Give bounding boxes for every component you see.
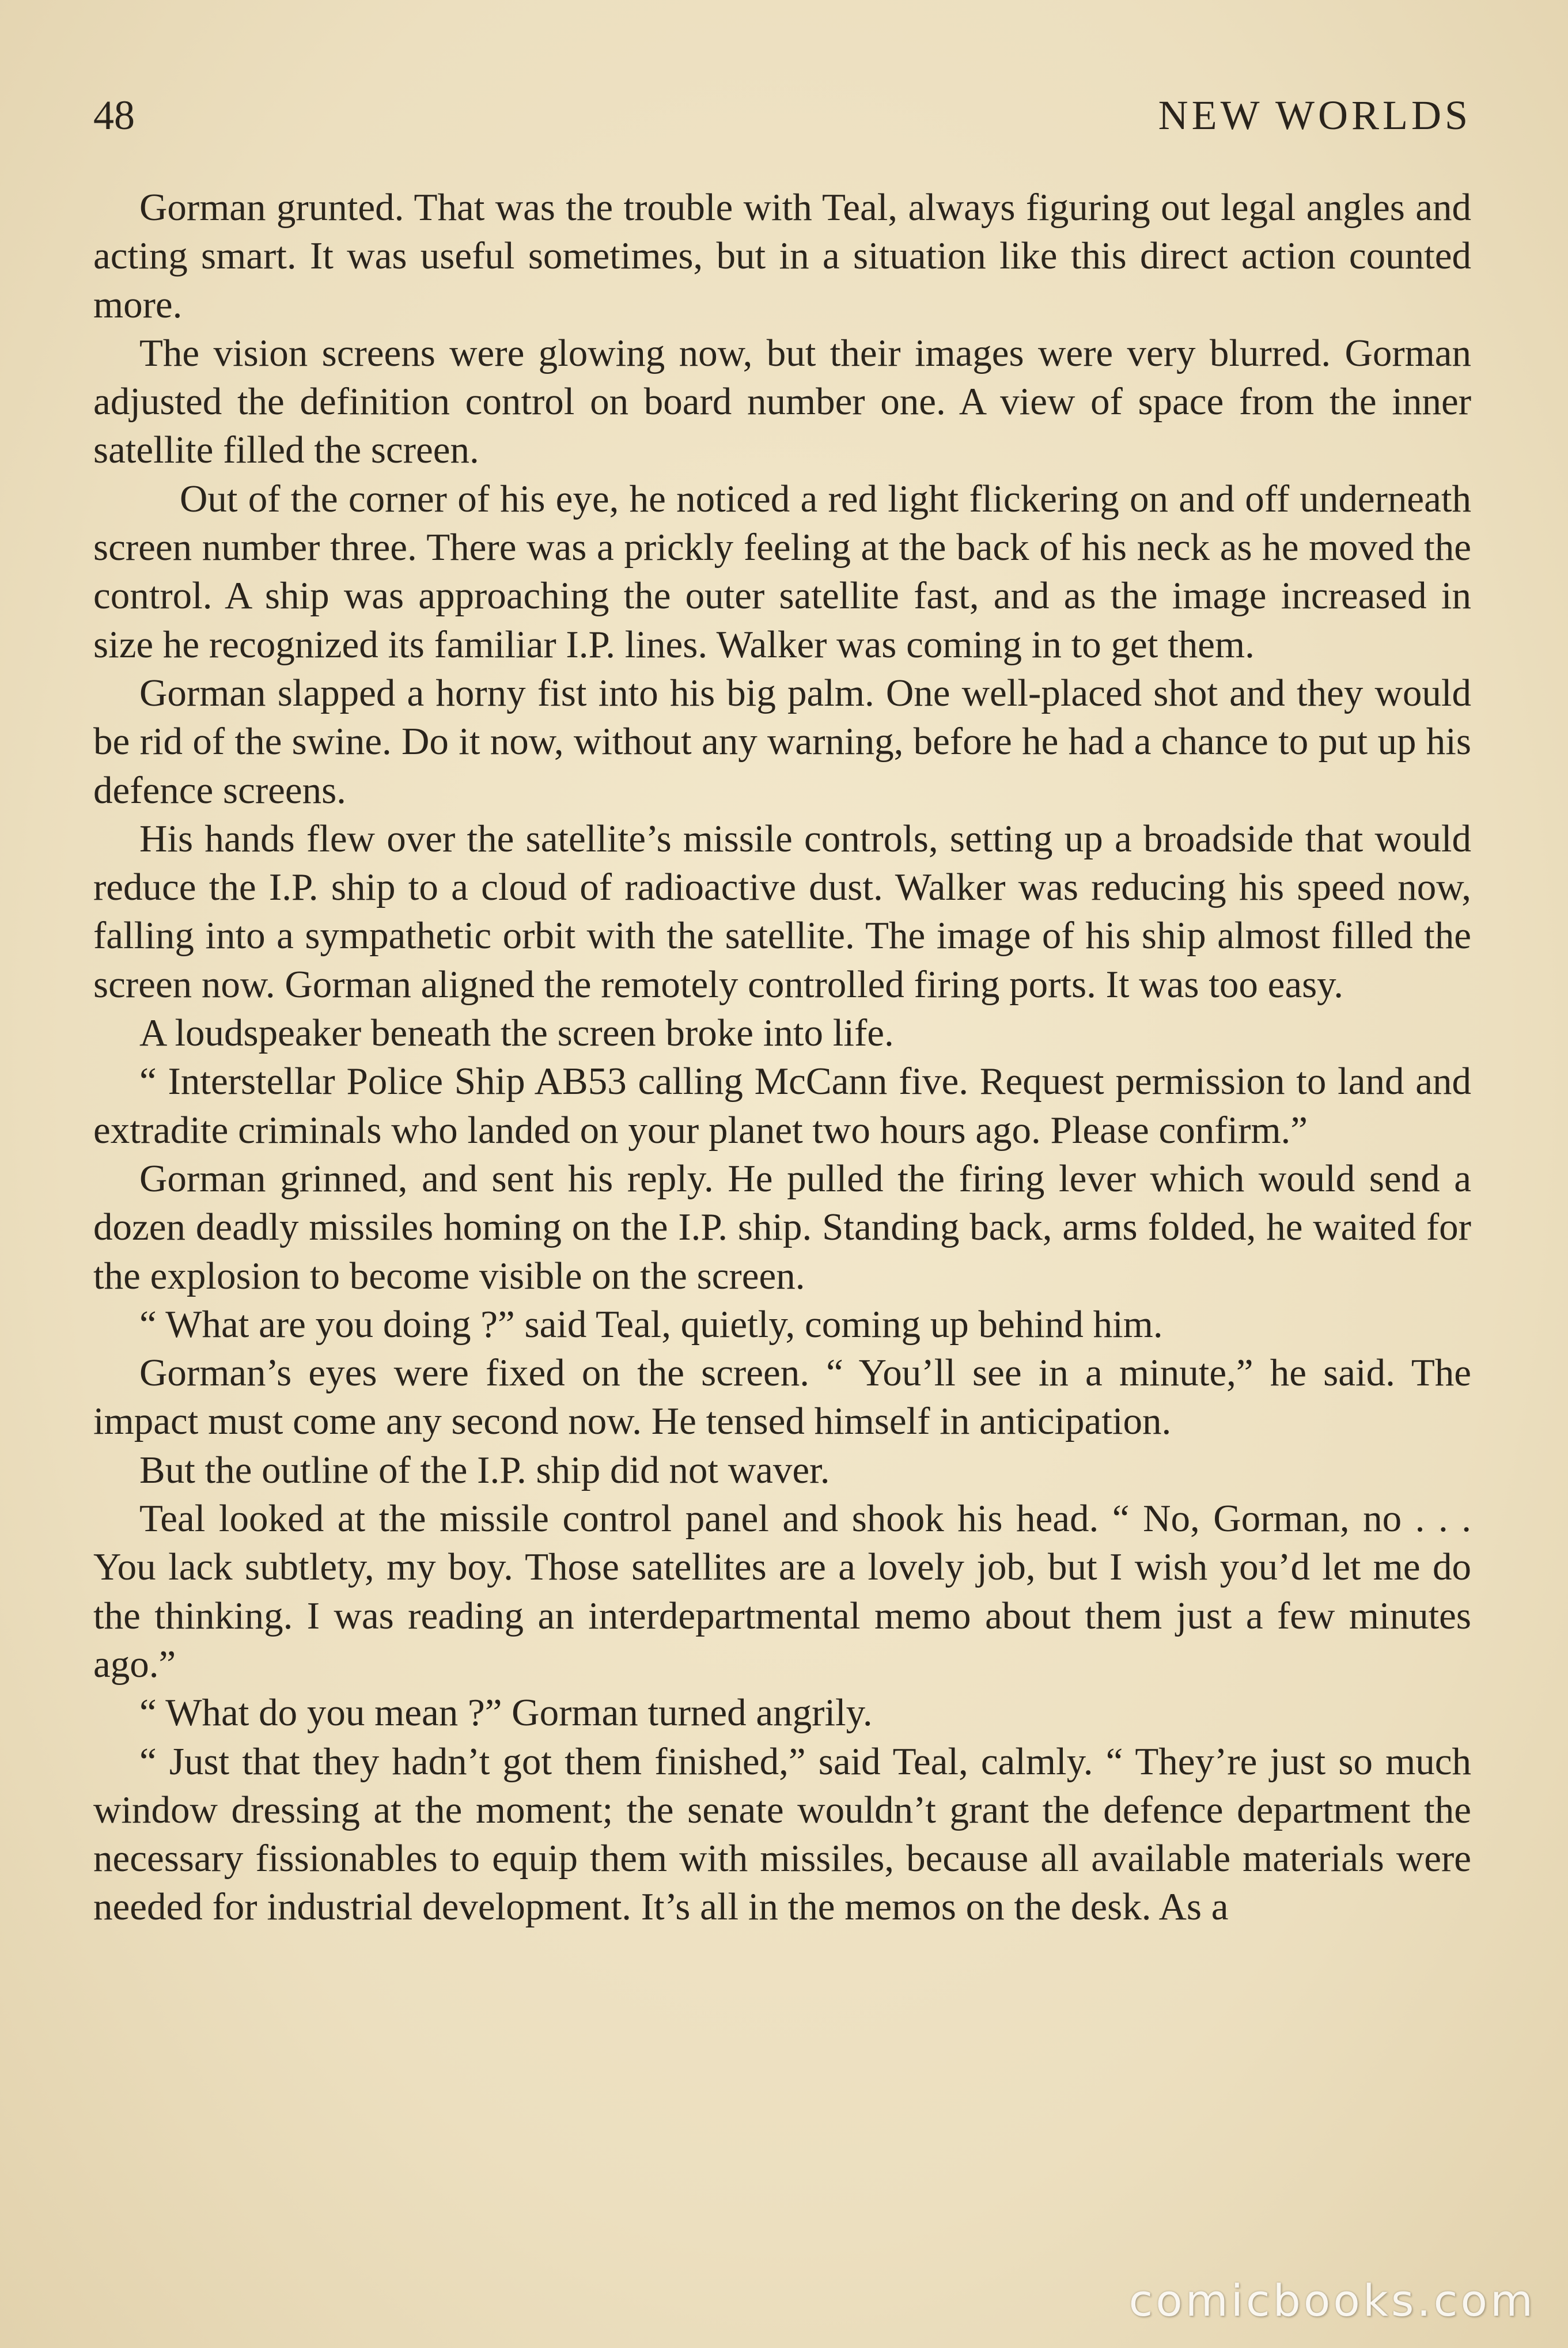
paragraph: A loudspeaker beneath the screen broke into life. <box>139 1012 894 1055</box>
paragraph: “ Just that they hadn’t got them finished,” said Teal, calmly. “ They’re just so much window dressing at the moment; the senate wouldn’t grant the defence department the necessary fissionables to equip them with missiles, because all available materials were needed for industrial development. It’s all in the memos on the desk. As a <box>93 1740 1471 1929</box>
paragraph: But the outline of the I.P. ship did not waver. <box>139 1448 830 1491</box>
paragraph: His hands flew over the satellite’s missile controls, setting up a broadside that would reduce the I.P. ship to a cloud of radioactive dust. Walker was reducing his speed now, falling into a sympathetic orbit with the satellite. The image of his ship almost filled the screen now. Gorman aligned the remotely controlled firing ports. It was too easy. <box>93 817 1471 1006</box>
paragraph: Gorman grinned, and sent his reply. He pulled the firing lever which would send a dozen deadly missiles homing on the I.P. ship. Standing back, arms folded, he waited for the explosion to become visible on the screen. <box>93 1157 1471 1297</box>
paragraph: “ What are you doing ?” said Teal, quietly, coming up behind him. <box>139 1302 1163 1346</box>
paragraph: “ What do you mean ?” Gorman turned angrily. <box>139 1691 873 1735</box>
running-head: NEW WORLDS <box>1158 92 1471 138</box>
paragraph: Gorman grunted. That was the trouble with Teal, always figuring out legal angles and acting smart. It was useful sometimes, but in a situation like this direct action counted more. <box>93 186 1471 326</box>
paragraph: Teal looked at the missile control panel and shook his head. “ No, Gorman, no . . . You lack subtlety, my boy. Those satellites are a lovely job, but I wish you’d let me do the thinking. I was reading an interdepartmental memo about them just a few minutes ago.” <box>93 1497 1471 1686</box>
paragraph: The vision screens were glowing now, but their images were very blurred. Gorman adjusted the definition control on board number one. A view of space from the inner satellite filled the screen. <box>93 331 1471 472</box>
page-number: 48 <box>93 92 135 138</box>
paragraph: Out of the corner of his eye, he noticed a red light flickering on and off underneath screen number three. There was a prickly feeling at the back of his neck as he moved the control. A ship was approaching the outer satellite fast, and as the image increased in size he recognized its familiar I.P. lines. Walker was coming in to get them. <box>93 477 1471 666</box>
paragraph: Gorman’s eyes were fixed on the screen. “ You’ll see in a minute,” he said. The impact must come any second now. He tensed himself in anticipation. <box>93 1351 1471 1443</box>
paragraph: Gorman slapped a horny fist into his big palm. One well-placed shot and they would be rid of the swine. Do it now, without any warning, before he had a chance to put up his defence screens. <box>93 671 1471 812</box>
body-text <box>93 183 1471 1932</box>
paragraph: “ Interstellar Police Ship AB53 calling McCann five. Request permission to land and extradite criminals who landed on your planet two hours ago. Please confirm.” <box>93 1060 1471 1152</box>
page-header <box>93 86 1471 150</box>
watermark: comicbooks.com <box>1128 2275 1536 2326</box>
